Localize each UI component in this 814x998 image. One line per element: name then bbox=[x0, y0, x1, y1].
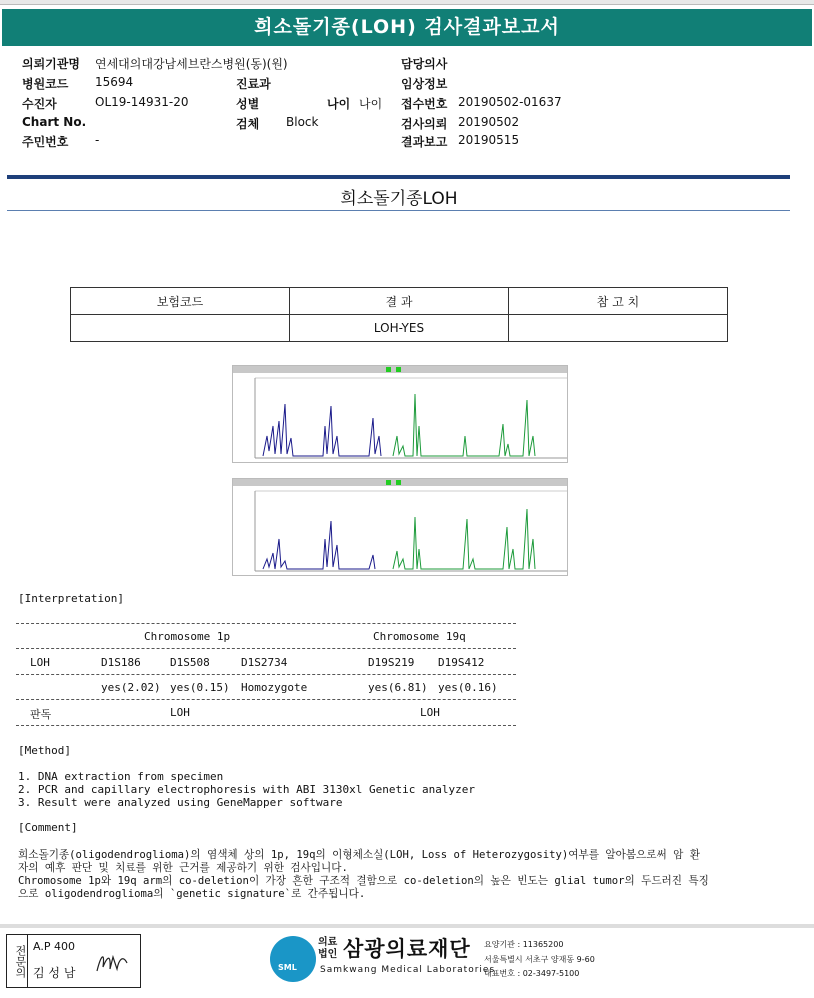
judgement-1p: LOH bbox=[170, 706, 190, 719]
header-request-date bbox=[401, 115, 520, 132]
institution-code: 요양기관 : 11365200 bbox=[484, 940, 564, 949]
address: 서울특별시 서초구 양재동 9-60 bbox=[484, 955, 595, 964]
subtitle-underline bbox=[7, 210, 790, 211]
marker-d19s412: D19S412 bbox=[438, 656, 485, 669]
table-header-row bbox=[71, 288, 728, 315]
judgement-19q: LOH bbox=[420, 706, 440, 719]
header-receipt-no bbox=[401, 95, 562, 112]
electropherogram-2 bbox=[232, 478, 568, 576]
label: 수진자 bbox=[22, 97, 57, 111]
label: 주민번호 bbox=[22, 135, 69, 149]
header-resident-no bbox=[22, 133, 100, 150]
marker-d19s219: D19S219 bbox=[368, 656, 415, 669]
electropherogram-1 bbox=[232, 365, 568, 463]
dashed-rule bbox=[16, 725, 516, 726]
comment-line: 희소돌기종(oligodendroglioma)의 염색체 상의 1p, 19q의 이형체소실(LOH, Loss of Heterozygosity)여부를 알아봄으로써 암 환 bbox=[18, 849, 700, 861]
header-requesting-institution bbox=[22, 55, 288, 72]
label: 성별 bbox=[236, 97, 260, 111]
organization-name: 삼광의료재단 bbox=[343, 937, 471, 961]
phone: 대표번호 : 02-3497-5100 bbox=[484, 969, 580, 978]
header-age bbox=[327, 95, 383, 112]
stamp-name: 김 성 남 bbox=[33, 966, 76, 980]
method-heading: [Method] bbox=[18, 744, 71, 757]
loh-row-label: LOH bbox=[30, 656, 50, 669]
label: 나이 bbox=[327, 97, 351, 111]
method-item: 1. DNA extraction from specimen bbox=[18, 770, 224, 783]
value-d1s186: yes(2.02) bbox=[101, 681, 161, 694]
label: 병원코드 bbox=[22, 77, 69, 91]
value: 나이 bbox=[359, 97, 383, 111]
dashed-rule bbox=[16, 623, 516, 624]
cell-result: LOH-YES bbox=[290, 315, 509, 342]
value: 연세대의대강남세브란스병원(동)(원) bbox=[95, 57, 288, 71]
dashed-rule bbox=[16, 674, 516, 675]
top-border bbox=[0, 0, 814, 5]
stamp-code: A.P 400 bbox=[33, 940, 75, 953]
header-department bbox=[236, 75, 271, 92]
comment-heading: [Comment] bbox=[18, 821, 78, 834]
comment-line: 자의 예후 판단 및 치료를 위한 근거를 제공하기 위한 검사입니다. bbox=[18, 862, 348, 874]
dashed-rule bbox=[16, 648, 516, 649]
header-reference: 참 고 치 bbox=[509, 288, 728, 315]
header-specimen bbox=[236, 115, 319, 132]
marker-d1s186: D1S186 bbox=[101, 656, 141, 669]
corporation-label bbox=[318, 937, 337, 961]
peak-trace-image bbox=[233, 479, 567, 575]
header-report-date bbox=[401, 133, 520, 150]
label: Chart No. bbox=[22, 115, 87, 129]
label: 검체 bbox=[236, 117, 260, 131]
value: 20190515 bbox=[458, 133, 520, 147]
corp-line: 의료 bbox=[318, 937, 338, 948]
cell-insurance-code bbox=[71, 315, 290, 342]
chromosome-1p-label: Chromosome 1p bbox=[144, 630, 231, 643]
header-insurance-code: 보험코드 bbox=[71, 288, 290, 315]
value-d1s508: yes(0.15) bbox=[170, 681, 230, 694]
peak-trace-image bbox=[233, 366, 567, 462]
header-result: 결 과 bbox=[290, 288, 509, 315]
cell-reference bbox=[509, 315, 728, 342]
marker-d1s2734: D1S2734 bbox=[241, 656, 288, 669]
header-hospital-code bbox=[22, 75, 134, 92]
footer-divider bbox=[0, 924, 814, 928]
signature bbox=[93, 945, 133, 981]
sml-logo-icon bbox=[270, 936, 316, 982]
method-item: 2. PCR and capillary electrophoresis with ABI 3130xl Genetic analyzer bbox=[18, 783, 475, 796]
label: 진료과 bbox=[236, 77, 271, 91]
comment-line: Chromosome 1p와 19q arm의 co-deletion이 가장 흔한 구조적 결함으로 co-deletion의 높은 빈도는 glial tumor의 두드러진 특징 bbox=[18, 875, 709, 887]
section-divider bbox=[7, 175, 790, 179]
value: - bbox=[95, 133, 100, 147]
label: 검사의뢰 bbox=[401, 117, 448, 131]
value: Block bbox=[286, 115, 319, 129]
marker-d1s508: D1S508 bbox=[170, 656, 210, 669]
method-item: 3. Result were analyzed using GeneMapper software bbox=[18, 796, 343, 809]
corp-line: 법인 bbox=[318, 949, 338, 960]
dashed-rule bbox=[16, 699, 516, 700]
header-chart-no bbox=[22, 115, 86, 129]
chromosome-19q-label: Chromosome 19q bbox=[373, 630, 466, 643]
test-subtitle: 희소돌기종LOH bbox=[340, 189, 458, 209]
header-sex bbox=[236, 95, 259, 112]
logo-text: SML bbox=[278, 963, 297, 972]
result-table bbox=[70, 287, 728, 342]
report-title: 희소돌기종(LOH) 검사결과보고서 bbox=[2, 9, 812, 46]
table-row bbox=[71, 315, 728, 342]
value: 20190502-01637 bbox=[458, 95, 562, 109]
stamp-vertical-label: 전문의 bbox=[7, 935, 28, 987]
organization-english: Samkwang Medical Laboratories bbox=[320, 965, 496, 975]
header-patient bbox=[22, 95, 189, 112]
value-d1s2734: Homozygote bbox=[241, 681, 308, 694]
value: OL19-14931-20 bbox=[95, 95, 189, 109]
interpretation-heading: [Interpretation] bbox=[18, 592, 124, 605]
comment-line: 으로 oligodendroglioma의 `genetic signature`로 간주됩니다. bbox=[18, 888, 366, 900]
value: 20190502 bbox=[458, 115, 520, 129]
label: 결과보고 bbox=[401, 135, 448, 149]
label: 접수번호 bbox=[401, 97, 448, 111]
label: 의뢰기관명 bbox=[22, 57, 80, 71]
specialist-stamp bbox=[6, 934, 141, 988]
value: 15694 bbox=[95, 75, 134, 89]
value-d19s412: yes(0.16) bbox=[438, 681, 498, 694]
header-clinical-info bbox=[401, 75, 447, 92]
value-d19s219: yes(6.81) bbox=[368, 681, 428, 694]
label: 담당의사 bbox=[401, 57, 448, 71]
judgement-label: 판독 bbox=[30, 708, 52, 721]
header-doctor bbox=[401, 55, 447, 72]
label: 임상정보 bbox=[401, 77, 448, 91]
